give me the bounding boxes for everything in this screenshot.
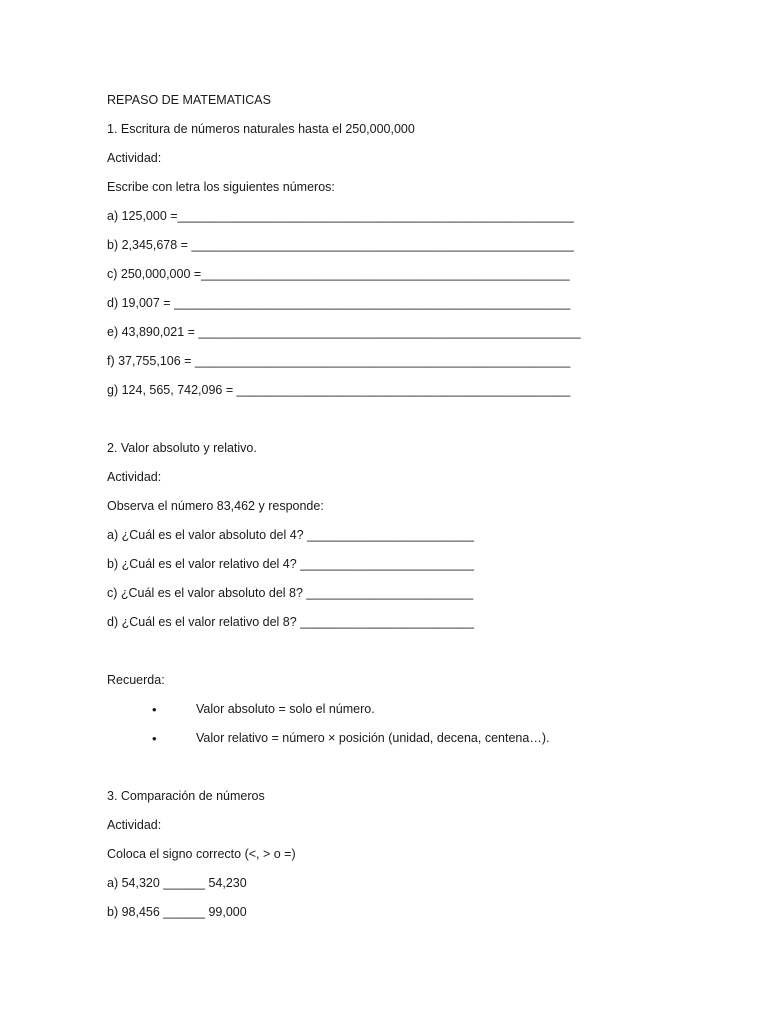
section-1-item-g: g) 124, 565, 742,096 = ________________________________________________ (107, 383, 571, 397)
section-1-item-f: f) 37,755,106 = ______________________________________________________ (107, 354, 571, 368)
section-3-item-b: b) 98,456 ______ 99,000 (107, 905, 247, 919)
section-2-activity-label: Actividad: (107, 470, 162, 484)
worksheet-page (107, 86, 727, 927)
reminder-text: Valor absoluto = solo el número. (196, 702, 375, 716)
section-2-item-d: d) ¿Cuál es el valor relativo del 8? _________________________ (107, 615, 474, 629)
reminder-text: Valor relativo = número × posición (unidad, decena, centena…). (196, 731, 550, 745)
section-3-item-a: a) 54,320 ______ 54,230 (107, 876, 247, 890)
reminder-list (107, 695, 727, 753)
section-1-heading: 1. Escritura de números naturales hasta el 250,000,000 (107, 122, 415, 136)
spacer (107, 753, 727, 782)
section-1-item-e: e) 43,890,021 = _______________________________________________________ (107, 325, 581, 339)
section-1-item-c: c) 250,000,000 =_____________________________________________________ (107, 267, 570, 281)
section-1-instruction: Escribe con letra los siguientes números: (107, 180, 335, 194)
section-3-instruction: Coloca el signo correcto (<, > o =) (107, 847, 296, 861)
section-1-item-a: a) 125,000 =_________________________________________________________ (107, 209, 574, 223)
section-3-heading: 3. Comparación de números (107, 789, 265, 803)
page-title: REPASO DE MATEMATICAS (107, 93, 271, 107)
spacer (107, 405, 727, 434)
reminder-item (107, 724, 727, 753)
reminder-label: Recuerda: (107, 673, 165, 687)
bullet-icon: • (152, 731, 157, 746)
section-1-activity-label: Actividad: (107, 151, 162, 165)
section-2-instruction: Observa el número 83,462 y responde: (107, 499, 324, 513)
section-1-item-b: b) 2,345,678 = _______________________________________________________ (107, 238, 574, 252)
section-2-heading: 2. Valor absoluto y relativo. (107, 441, 257, 455)
section-2-item-c: c) ¿Cuál es el valor absoluto del 8? ________________________ (107, 586, 474, 600)
bullet-icon: • (152, 702, 157, 717)
section-3-activity-label: Actividad: (107, 818, 162, 832)
section-1-item-d: d) 19,007 = _________________________________________________________ (107, 296, 571, 310)
section-2-item-b: b) ¿Cuál es el valor relativo del 4? _________________________ (107, 557, 474, 571)
section-2-item-a: a) ¿Cuál es el valor absoluto del 4? ________________________ (107, 528, 474, 542)
spacer (107, 637, 727, 666)
reminder-item (107, 695, 727, 724)
